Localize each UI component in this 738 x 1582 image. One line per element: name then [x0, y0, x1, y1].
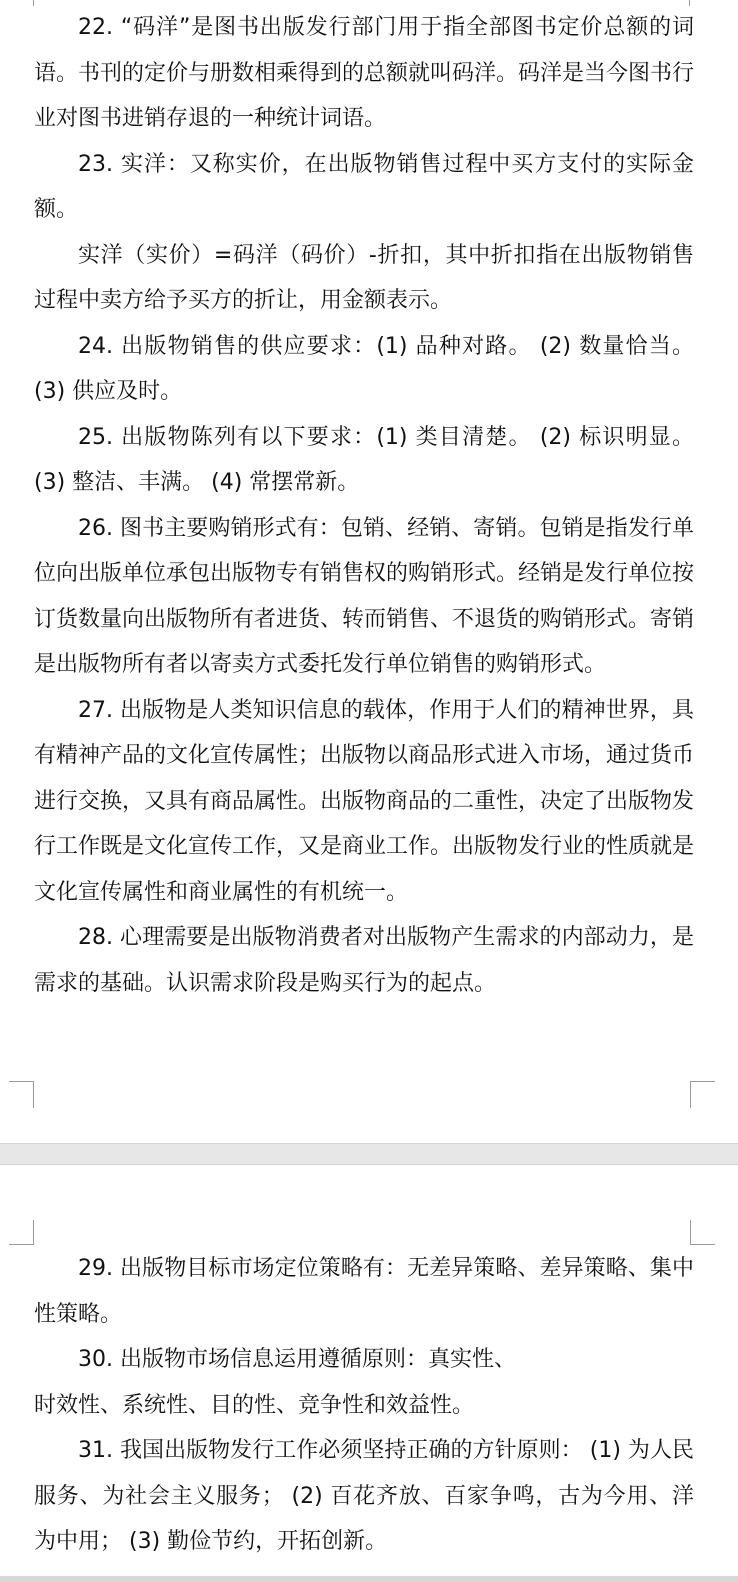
paragraph-30: 30. 出版物市场信息运用遵循原则：真实性、 — [78, 1347, 516, 1372]
page-1-body — [34, 5, 694, 1006]
page-corner-mark — [9, 0, 34, 6]
page-corner-mark — [690, 1081, 715, 1108]
page-corner-mark — [690, 1220, 715, 1245]
page-corner-mark — [9, 1220, 34, 1245]
paragraph-29: 29. 出版物目标市场定位策略有：无差异策略、差异策略、集中性策略。 — [34, 1256, 694, 1327]
paragraph-25: 25. 出版物陈列有以下要求：(1) 类目清楚。 (2) 标识明显。 (3) 整洁、丰满。 (4) 常摆常新。 — [34, 424, 694, 495]
paragraph-26: 26. 图书主要购销形式有：包销、经销、寄销。包销是指发行单位向出版单位承包出版物专有销售权的购销形式。经销是发行单位按订货数量向出版物所有者进货、转而销售、不退货的购销形式。寄销是出版物所有者以寄卖方式委托发行单位销售的购销形式。 — [34, 515, 695, 677]
paragraph-27: 27. 出版物是人类知识信息的载体，作用于人们的精神世界，具有精神产品的文化宣传属性；出版物以商品形式进入市场，通过货币进行交换，又具有商品属性。出版物商品的二重性，决定了出版物发行工作既是文化宣传工作，又是商业工作。出版物发行业的性质就是文化宣传属性和商业属性的有机统一。 — [34, 697, 695, 905]
paragraph-23-formula: 实洋（实价）=码洋（码价）-折扣，其中折扣指在出版物销售过程中卖方给予买方的折让，用金额表示。 — [34, 242, 694, 313]
page-corner-mark — [9, 1081, 34, 1108]
paragraph-22: 22. “码洋”是图书出版发行部门用于指全部图书定价总额的词语。书刊的定价与册数相乘得到的总额就叫码洋。码洋是当今图书行业对图书进销存退的一种统计词语。 — [34, 15, 695, 131]
paragraph-23: 23. 实洋：又称实价，在出版物销售过程中买方支付的实际金额。 — [34, 151, 694, 222]
paragraph-24: 24. 出版物销售的供应要求：(1) 品种对路。 (2) 数量恰当。 (3) 供应及时。 — [34, 333, 694, 404]
document-page-2 — [0, 1165, 738, 1582]
paragraph-30-continued: 时效性、系统性、目的性、竞争性和效益性。 — [34, 1392, 475, 1418]
page-separator — [0, 1143, 738, 1165]
page-2-body — [34, 1246, 694, 1565]
page-separator-bottom — [0, 1576, 738, 1582]
paragraph-31: 31. 我国出版物发行工作必须坚持正确的方针原则： (1) 为人民服务、为社会主义服务； (2) 百花齐放、百家争鸣，古为今用、洋为中用； (3) 勤俭节约，开拓创新。 — [34, 1438, 694, 1554]
paragraph-28: 28. 心理需要是出版物消费者对出版物产生需求的内部动力，是需求的基础。认识需求阶段是购买行为的起点。 — [34, 925, 694, 996]
